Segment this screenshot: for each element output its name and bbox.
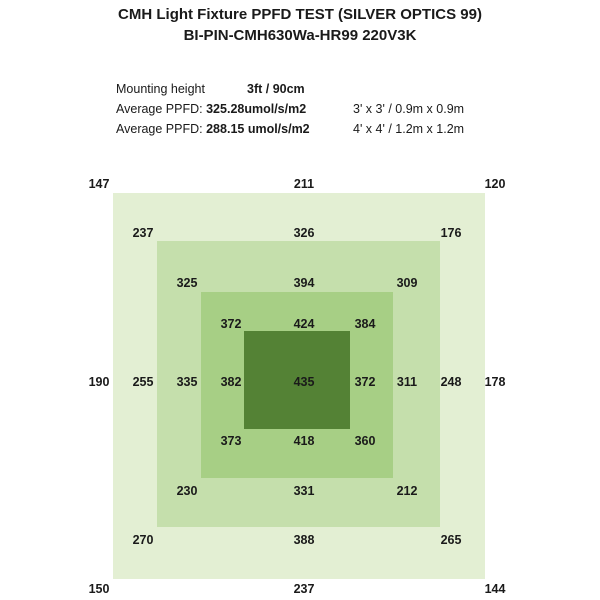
ppfd-value: 270 (132, 533, 154, 547)
average-ppfd-label: Average PPFD: (116, 102, 203, 116)
ppfd-value: 255 (132, 375, 154, 389)
ppfd-value: 212 (396, 484, 418, 498)
average-ppfd-area-2: 4' x 4' / 1.2m x 1.2m (353, 122, 465, 136)
ppfd-value: 120 (484, 177, 506, 191)
ppfd-value: 331 (293, 484, 315, 498)
ppfd-value: 326 (293, 226, 315, 240)
average-ppfd-value: 288.15 umol/s/m2 (206, 122, 310, 136)
chart-title: CMH Light Fixture PPFD TEST (SILVER OPTICS 99) (118, 6, 482, 23)
ppfd-value: 373 (220, 434, 242, 448)
ppfd-value: 265 (440, 533, 462, 547)
ppfd-value: 388 (293, 533, 315, 547)
mounting-height-value: 3ft / 90cm (247, 82, 305, 96)
ppfd-value: 309 (396, 276, 418, 290)
ppfd-value: 418 (293, 434, 315, 448)
ppfd-value: 372 (220, 317, 242, 331)
ppfd-value: 360 (354, 434, 376, 448)
ppfd-value-center: 435 (293, 375, 315, 389)
ppfd-value: 372 (354, 375, 376, 389)
ppfd-value: 176 (440, 226, 462, 240)
chart-subtitle: BI-PIN-CMH630Wa-HR99 220V3K (183, 27, 417, 44)
ppfd-value: 190 (88, 375, 110, 389)
ppfd-value: 144 (484, 582, 506, 596)
ppfd-value: 150 (88, 582, 110, 596)
ppfd-value: 178 (484, 375, 506, 389)
ppfd-value: 248 (440, 375, 462, 389)
average-ppfd-value: 325.28umol/s/m2 (206, 102, 307, 116)
average-ppfd-2 (116, 122, 310, 136)
mounting-height-label: Mounting height (116, 82, 205, 96)
ppfd-value: 237 (132, 226, 154, 240)
ppfd-value: 325 (176, 276, 198, 290)
ppfd-value: 394 (293, 276, 315, 290)
ppfd-value: 147 (88, 177, 110, 191)
ppfd-value: 237 (293, 582, 315, 596)
ppfd-value: 230 (176, 484, 198, 498)
average-ppfd-1 (116, 102, 306, 116)
ppfd-value: 311 (396, 375, 418, 389)
ppfd-value: 335 (176, 375, 198, 389)
average-ppfd-label: Average PPFD: (116, 122, 203, 136)
ppfd-value: 384 (354, 317, 376, 331)
average-ppfd-area-1: 3' x 3' / 0.9m x 0.9m (353, 102, 465, 116)
ppfd-value: 424 (293, 317, 315, 331)
ppfd-value: 211 (293, 177, 315, 191)
ppfd-value: 382 (220, 375, 242, 389)
